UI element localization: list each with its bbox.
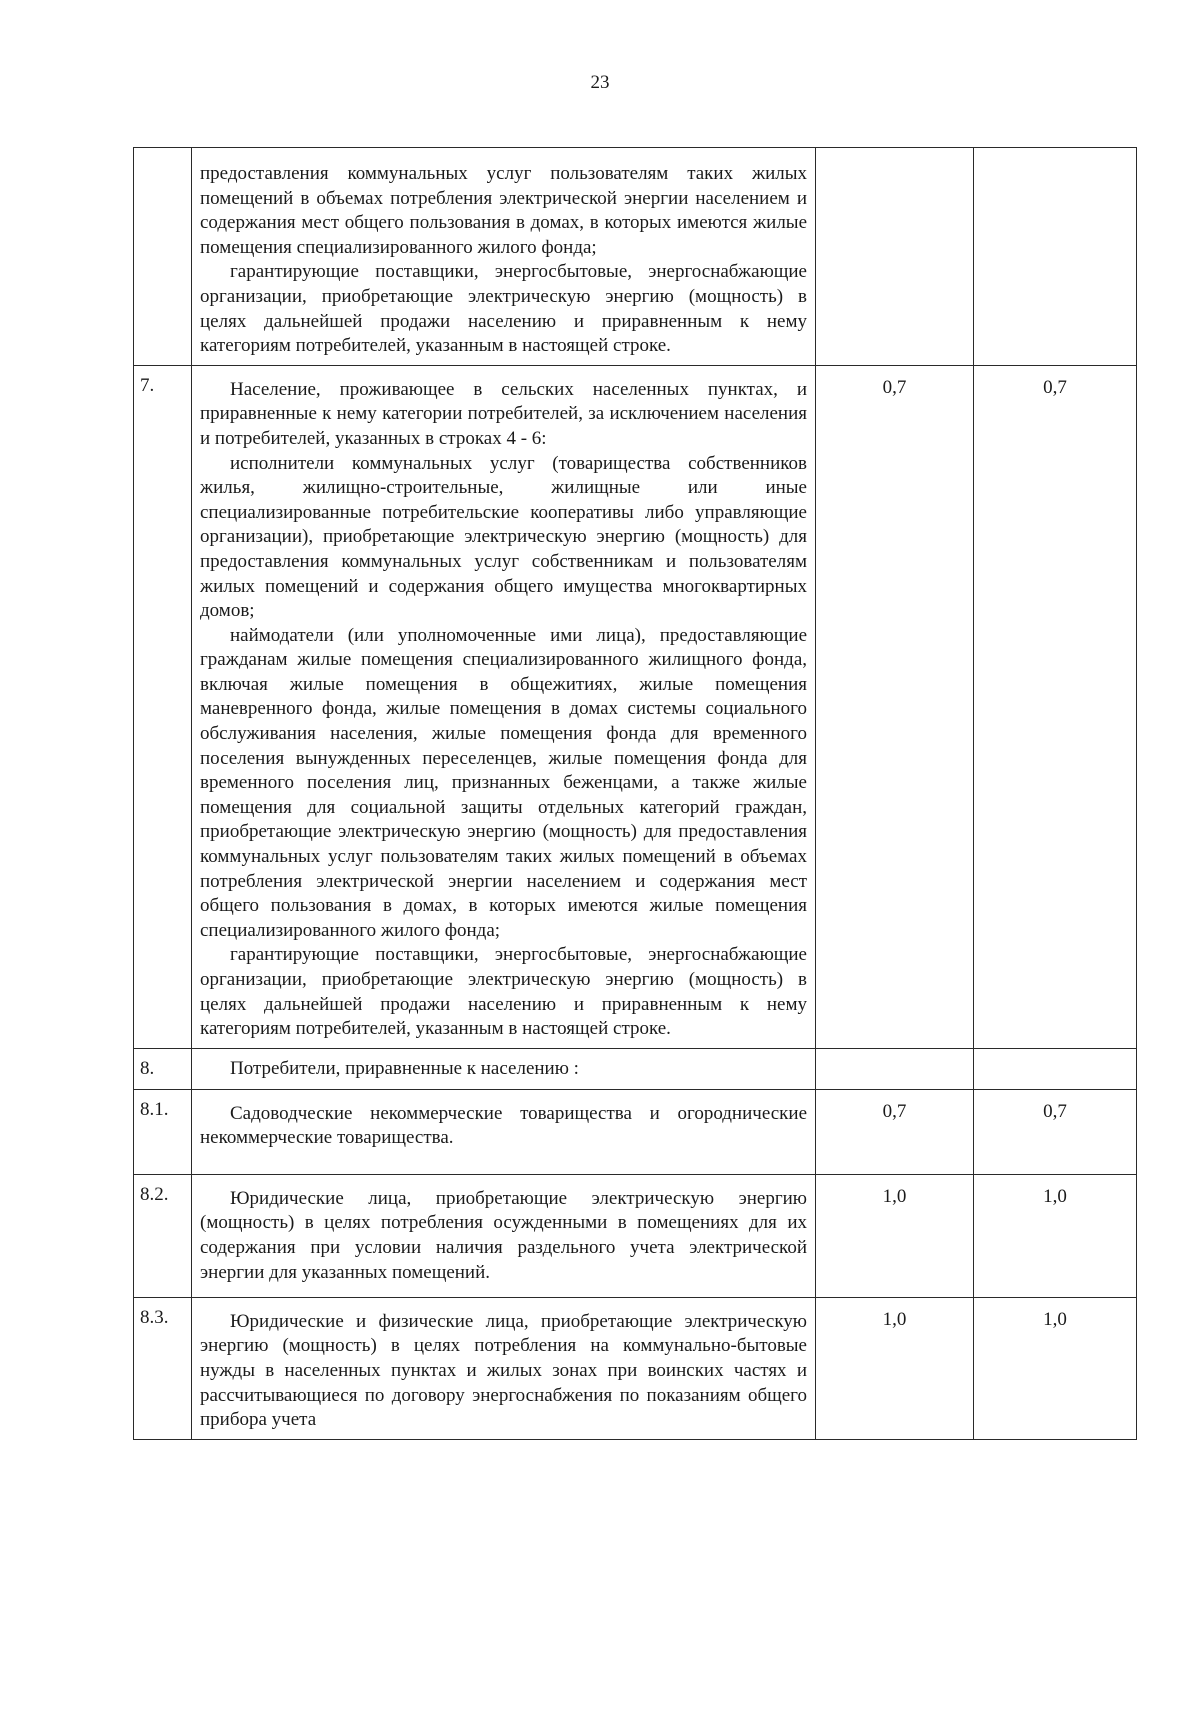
row-paragraph: гарантирующие поставщики, энергосбытовые, энергоснабжающие организации, приобретающие электрическую энергию (мощность) в целях дальнейшей продажи населению и приравненным к нему категориям потребителей, указанным в настоящей строке. bbox=[200, 944, 807, 1040]
table-row bbox=[134, 365, 1137, 1048]
row-description bbox=[192, 1089, 816, 1174]
value-cell-2: 1,0 bbox=[974, 1174, 1137, 1297]
value-cell-1 bbox=[816, 148, 974, 366]
value-cell-1: 0,7 bbox=[816, 1089, 974, 1174]
value-cell-2: 0,7 bbox=[974, 1089, 1137, 1174]
value-cell-1: 1,0 bbox=[816, 1174, 974, 1297]
page-number: 23 bbox=[590, 72, 610, 93]
tariff-table bbox=[133, 147, 1137, 1440]
value-cell-2: 1,0 bbox=[974, 1297, 1137, 1439]
table-row bbox=[134, 1089, 1137, 1174]
row-paragraph: наймодатели (или уполномоченные ими лица), предоставляющие гражданам жилые помещения специализированного жилищного фонда, включая жилые помещения в общежитиях, жилые помещения маневренного фонда, жилые помещения в домах системы социального обслуживания населения, жилые помещения фонда для временного поселения вынужденных переселенцев, жилые помещения фонда для временного поселения лиц, признанных беженцами, а также жилые помещения для социальной защиты отдельных категорий граждан, приобретающие электрическую энергию (мощность) для предоставления коммунальных услуг пользователям таких жилых помещений в объемах потребления электрической энергии населением и содержания мест общего пользования в домах, в которых имеются жилые помещения специализированного жилого фонда; bbox=[200, 624, 807, 941]
row-description bbox=[192, 1297, 816, 1439]
value-cell-2 bbox=[974, 148, 1137, 366]
row-paragraph: Юридические лица, приобретающие электрическую энергию (мощность) в целях потребления осужденными в помещениях для их содержания при условии наличия раздельного учета электрической энергии для указанных помещений. bbox=[200, 1187, 807, 1283]
row-paragraph: Потребители, приравненные к населению : bbox=[230, 1057, 579, 1079]
row-number: 7. bbox=[134, 365, 192, 1048]
value-cell-1: 1,0 bbox=[816, 1297, 974, 1439]
row-paragraph: гарантирующие поставщики, энергосбытовые, энергоснабжающие организации, приобретающие электрическую энергию (мощность) в целях дальнейшей продажи населению и приравненным к нему категориям потребителей, указанным в настоящей строке. bbox=[200, 261, 807, 357]
value-cell-1 bbox=[816, 1048, 974, 1089]
row-number: 8. bbox=[134, 1048, 192, 1089]
row-paragraph: Население, проживающее в сельских населенных пунктах, и приравненные к нему категории потребителей, за исключением населения и потребителей, указанных в строках 4 - 6: bbox=[200, 378, 807, 449]
value-cell-2 bbox=[974, 1048, 1137, 1089]
row-paragraph: предоставления коммунальных услуг пользователям таких жилых помещений в объемах потребления электрической энергии населением и содержания мест общего пользования в домах, в которых имеются жилые помещения специализированного жилого фонда; bbox=[200, 163, 807, 258]
row-number bbox=[134, 148, 192, 366]
row-description bbox=[192, 1048, 816, 1089]
row-paragraph: Садоводческие некоммерческие товарищества и огороднические некоммерческие товарищества. bbox=[200, 1102, 807, 1149]
table-row bbox=[134, 1174, 1137, 1297]
row-description bbox=[192, 1174, 816, 1297]
row-number: 8.3. bbox=[134, 1297, 192, 1439]
row-paragraph: исполнители коммунальных услуг (товарищества собственников жилья, жилищно-строительные, жилищные или иные специализированные потребительские кооперативы либо управляющие организации), приобретающие электрическую энергию (мощность) для предоставления коммунальных услуг собственникам и пользователям жилых помещений и содержания общего имущества многоквартирных домов; bbox=[200, 452, 807, 622]
table-row bbox=[134, 1048, 1137, 1089]
row-number: 8.1. bbox=[134, 1089, 192, 1174]
value-cell-2: 0,7 bbox=[974, 365, 1137, 1048]
row-description bbox=[192, 365, 816, 1048]
row-description bbox=[192, 148, 816, 366]
value-cell-1: 0,7 bbox=[816, 365, 974, 1048]
table-row bbox=[134, 148, 1137, 366]
row-number: 8.2. bbox=[134, 1174, 192, 1297]
row-paragraph: Юридические и физические лица, приобретающие электрическую энергию (мощность) в целях потребления на коммунально-бытовые нужды в населенных пунктах и жилых зонах при воинских частях и рассчитывающиеся по договору энергоснабжения по показаниям общего прибора учета bbox=[200, 1310, 807, 1431]
table-row bbox=[134, 1297, 1137, 1439]
